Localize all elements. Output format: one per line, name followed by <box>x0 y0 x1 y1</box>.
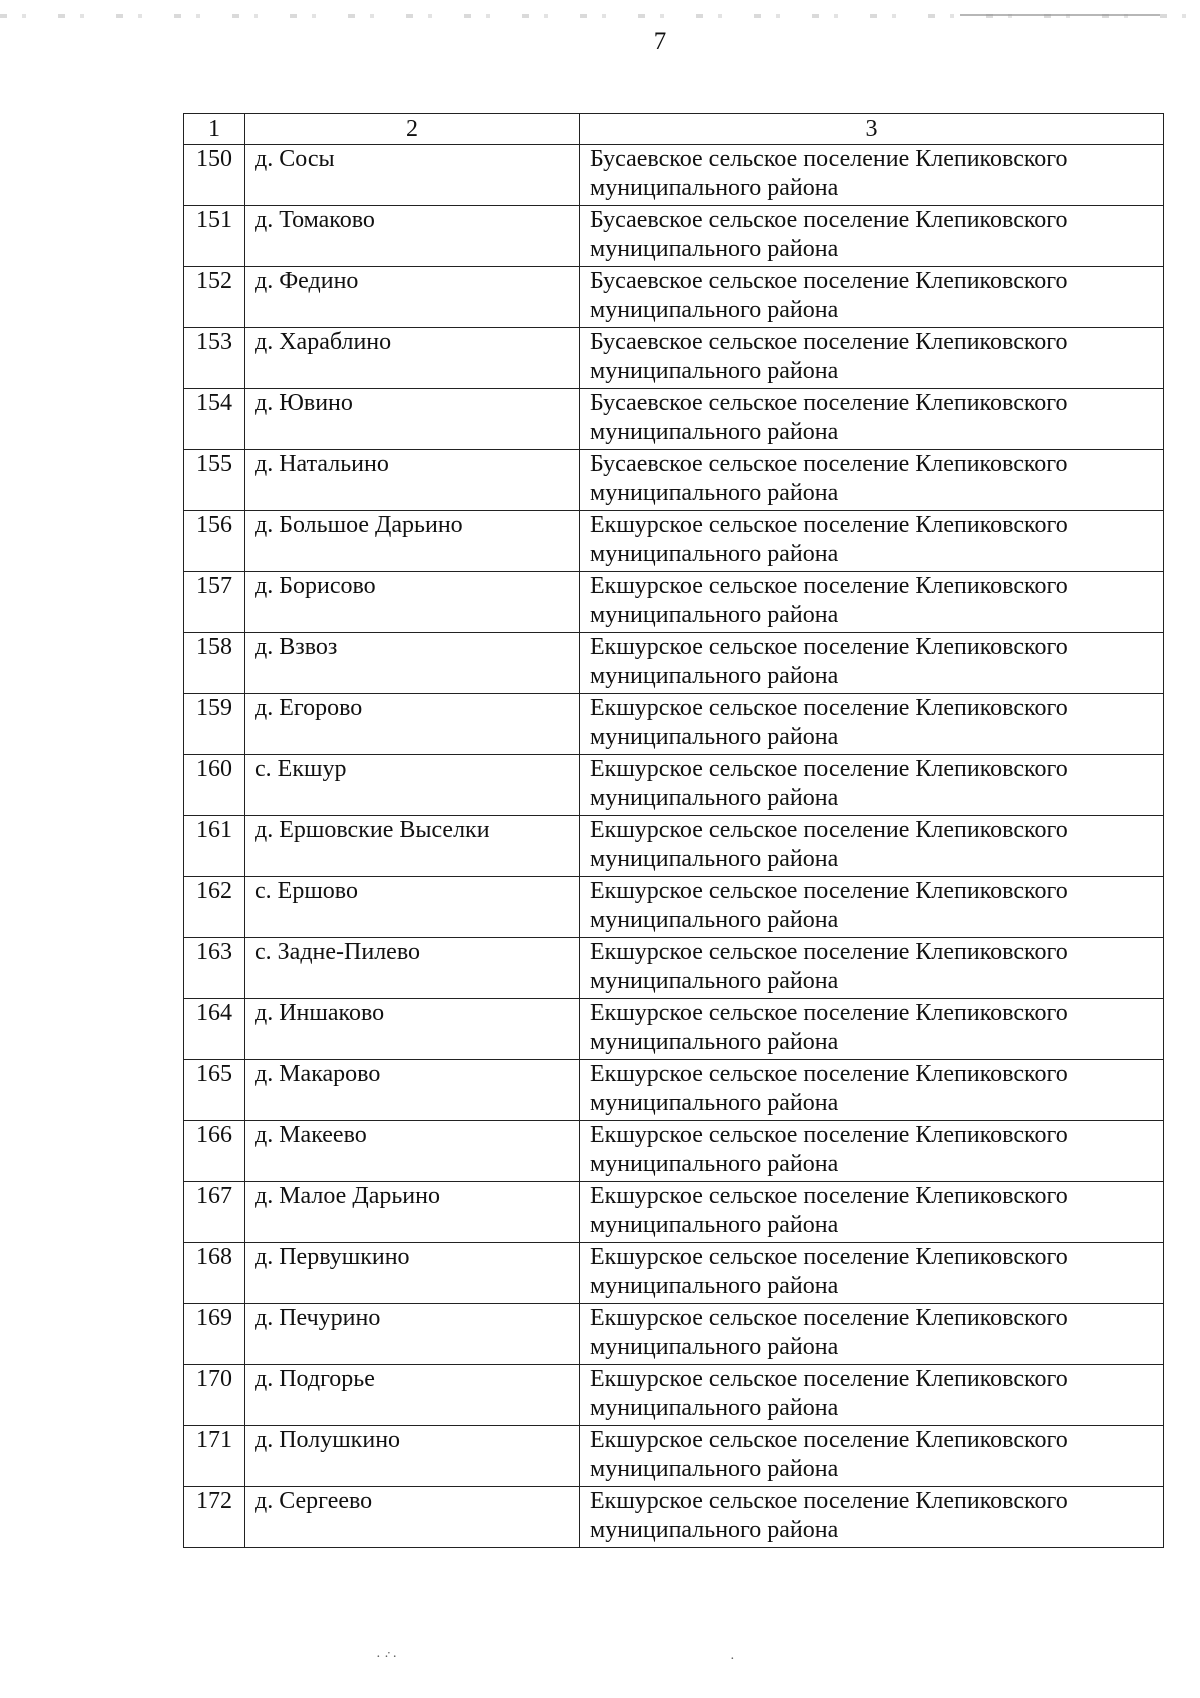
table-row <box>184 1121 1164 1182</box>
row-number: 162 <box>184 877 245 938</box>
row-number: 154 <box>184 389 245 450</box>
municipality-description: Екшурское сельское поселение Клепиковского муниципального района <box>580 572 1164 633</box>
municipality-description: Бусаевское сельское поселение Клепиковского муниципального района <box>580 450 1164 511</box>
row-number: 160 <box>184 755 245 816</box>
municipality-description: Екшурское сельское поселение Клепиковского муниципального района <box>580 938 1164 999</box>
municipality-description: Екшурское сельское поселение Клепиковского муниципального района <box>580 633 1164 694</box>
table-row <box>184 389 1164 450</box>
settlement-name: д. Печурино <box>245 1304 580 1365</box>
row-number: 150 <box>184 145 245 206</box>
settlement-name: с. Ершово <box>245 877 580 938</box>
table-row <box>184 450 1164 511</box>
row-number: 172 <box>184 1487 245 1548</box>
row-number: 153 <box>184 328 245 389</box>
settlement-name: с. Екшур <box>245 755 580 816</box>
settlements-table <box>183 113 1164 1548</box>
header-col-1: 1 <box>184 114 245 145</box>
settlement-name: д. Иншаково <box>245 999 580 1060</box>
settlement-name: д. Ювино <box>245 389 580 450</box>
settlement-name: д. Макеево <box>245 1121 580 1182</box>
municipality-description: Екшурское сельское поселение Клепиковского муниципального района <box>580 1487 1164 1548</box>
row-number: 159 <box>184 694 245 755</box>
municipality-description: Екшурское сельское поселение Клепиковского муниципального района <box>580 1304 1164 1365</box>
table-row <box>184 877 1164 938</box>
table-row <box>184 755 1164 816</box>
table-row <box>184 633 1164 694</box>
table-row <box>184 572 1164 633</box>
table-row <box>184 938 1164 999</box>
row-number: 164 <box>184 999 245 1060</box>
settlement-name: д. Томаково <box>245 206 580 267</box>
table-row <box>184 1243 1164 1304</box>
table-row <box>184 1304 1164 1365</box>
table-row <box>184 1426 1164 1487</box>
table-row <box>184 1365 1164 1426</box>
table-row <box>184 206 1164 267</box>
municipality-description: Екшурское сельское поселение Клепиковского муниципального района <box>580 694 1164 755</box>
table-row <box>184 1487 1164 1548</box>
settlement-name: д. Подгорье <box>245 1365 580 1426</box>
table-row <box>184 511 1164 572</box>
settlement-name: д. Ершовские Выселки <box>245 816 580 877</box>
row-number: 165 <box>184 1060 245 1121</box>
settlement-name: д. Хараблино <box>245 328 580 389</box>
table-row <box>184 328 1164 389</box>
municipality-description: Екшурское сельское поселение Клепиковского муниципального района <box>580 1426 1164 1487</box>
table-row <box>184 1182 1164 1243</box>
settlement-name: д. Малое Дарьино <box>245 1182 580 1243</box>
table-row <box>184 816 1164 877</box>
settlement-name: д. Макарово <box>245 1060 580 1121</box>
settlement-name: д. Первушкино <box>245 1243 580 1304</box>
municipality-description: Екшурское сельское поселение Клепиковского муниципального района <box>580 816 1164 877</box>
municipality-description: Екшурское сельское поселение Клепиковского муниципального района <box>580 1243 1164 1304</box>
row-number: 161 <box>184 816 245 877</box>
row-number: 157 <box>184 572 245 633</box>
row-number: 163 <box>184 938 245 999</box>
municipality-description: Бусаевское сельское поселение Клепиковского муниципального района <box>580 389 1164 450</box>
municipality-description: Екшурское сельское поселение Клепиковского муниципального района <box>580 1182 1164 1243</box>
municipality-description: Екшурское сельское поселение Клепиковского муниципального района <box>580 1365 1164 1426</box>
row-number: 166 <box>184 1121 245 1182</box>
row-number: 169 <box>184 1304 245 1365</box>
row-number: 155 <box>184 450 245 511</box>
municipality-description: Екшурское сельское поселение Клепиковского муниципального района <box>580 755 1164 816</box>
municipality-description: Бусаевское сельское поселение Клепиковского муниципального района <box>580 328 1164 389</box>
table-row <box>184 1060 1164 1121</box>
row-number: 152 <box>184 267 245 328</box>
settlement-name: д. Сергеево <box>245 1487 580 1548</box>
table-row <box>184 694 1164 755</box>
header-col-2: 2 <box>245 114 580 145</box>
settlement-name: д. Сосы <box>245 145 580 206</box>
municipality-description: Бусаевское сельское поселение Клепиковского муниципального района <box>580 145 1164 206</box>
municipality-description: Екшурское сельское поселение Клепиковского муниципального района <box>580 1121 1164 1182</box>
municipality-description: Бусаевское сельское поселение Клепиковского муниципального района <box>580 206 1164 267</box>
row-number: 156 <box>184 511 245 572</box>
table-row <box>184 145 1164 206</box>
municipality-description: Бусаевское сельское поселение Клепиковского муниципального района <box>580 267 1164 328</box>
table-header-row <box>184 114 1164 145</box>
table-row <box>184 267 1164 328</box>
settlement-name: д. Федино <box>245 267 580 328</box>
municipality-description: Екшурское сельское поселение Клепиковского муниципального района <box>580 999 1164 1060</box>
scan-artifact-top-right <box>960 14 1160 16</box>
table-row <box>184 999 1164 1060</box>
settlement-name: с. Задне-Пилево <box>245 938 580 999</box>
municipality-description: Екшурское сельское поселение Клепиковского муниципального района <box>580 877 1164 938</box>
settlement-name: д. Большое Дарьино <box>245 511 580 572</box>
row-number: 171 <box>184 1426 245 1487</box>
table-body <box>184 145 1164 1548</box>
row-number: 167 <box>184 1182 245 1243</box>
row-number: 168 <box>184 1243 245 1304</box>
header-col-3: 3 <box>580 114 1164 145</box>
settlement-name: д. Борисово <box>245 572 580 633</box>
settlement-name: д. Взвоз <box>245 633 580 694</box>
page-number: 7 <box>653 28 667 55</box>
row-number: 151 <box>184 206 245 267</box>
municipality-description: Екшурское сельское поселение Клепиковского муниципального района <box>580 511 1164 572</box>
settlement-name: д. Полушкино <box>245 1426 580 1487</box>
row-number: 170 <box>184 1365 245 1426</box>
municipality-description: Екшурское сельское поселение Клепиковского муниципального района <box>580 1060 1164 1121</box>
settlement-name: д. Натальино <box>245 450 580 511</box>
scan-speck: · <box>730 1652 735 1667</box>
scan-speck: · ·̇ · <box>376 1650 397 1665</box>
settlement-name: д. Егорово <box>245 694 580 755</box>
row-number: 158 <box>184 633 245 694</box>
